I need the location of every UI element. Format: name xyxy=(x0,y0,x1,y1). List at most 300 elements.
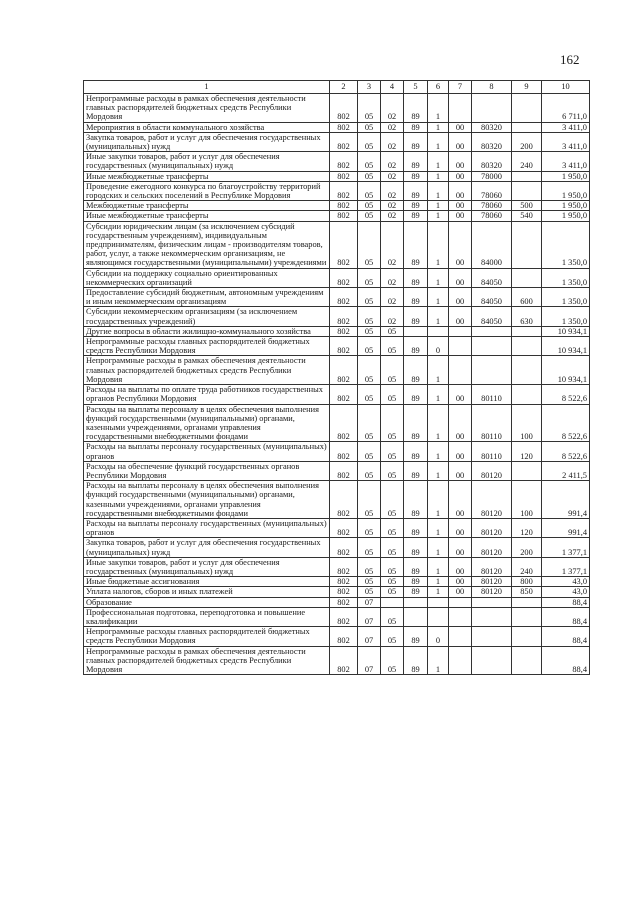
row-code xyxy=(512,122,542,132)
table-row xyxy=(84,461,590,480)
row-code: 89 xyxy=(404,518,428,537)
row-code: 05 xyxy=(358,211,381,221)
table-row xyxy=(84,518,590,537)
table-row xyxy=(84,181,590,200)
row-code: 89 xyxy=(404,442,428,461)
row-code: 802 xyxy=(330,538,358,557)
row-code: 89 xyxy=(404,481,428,519)
row-description: Закупка товаров, работ и услуг для обеспечения государственных (муниципальных) нужд xyxy=(84,132,330,151)
row-code: 802 xyxy=(330,288,358,307)
row-code: 802 xyxy=(330,587,358,597)
row-description: Расходы на выплаты персоналу в целях обеспечения выполнения функций государственными (муниципальными) органами, казенными учреждениями, органами управления государственными внебюджетными фондами xyxy=(84,404,330,442)
row-code: 00 xyxy=(449,268,472,287)
table-row xyxy=(84,201,590,211)
table-row xyxy=(84,385,590,404)
row-code: 05 xyxy=(381,356,404,385)
row-code: 802 xyxy=(330,607,358,626)
table-row xyxy=(84,211,590,221)
row-code: 00 xyxy=(449,577,472,587)
row-code xyxy=(428,597,449,607)
row-code: 802 xyxy=(330,597,358,607)
row-amount: 1 350,0 xyxy=(542,221,590,268)
row-code: 1 xyxy=(428,577,449,587)
row-code: 802 xyxy=(330,122,358,132)
row-code xyxy=(428,326,449,336)
table-row xyxy=(84,607,590,626)
table-row xyxy=(84,307,590,326)
row-code: 802 xyxy=(330,442,358,461)
row-code xyxy=(512,646,542,675)
row-code xyxy=(428,607,449,626)
row-code: 05 xyxy=(358,385,381,404)
row-code: 00 xyxy=(449,288,472,307)
table-row xyxy=(84,221,590,268)
row-code: 100 xyxy=(512,404,542,442)
row-code: 78060 xyxy=(472,211,512,221)
row-code: 1 xyxy=(428,307,449,326)
row-code: 80320 xyxy=(472,132,512,151)
table-row xyxy=(84,132,590,151)
column-header: 7 xyxy=(449,81,472,94)
row-code: 05 xyxy=(358,152,381,171)
row-code xyxy=(381,597,404,607)
row-code: 05 xyxy=(381,385,404,404)
row-amount: 1 377,1 xyxy=(542,538,590,557)
row-code xyxy=(512,171,542,181)
row-amount: 43,0 xyxy=(542,577,590,587)
row-code: 1 xyxy=(428,122,449,132)
row-code: 05 xyxy=(381,481,404,519)
row-amount: 991,4 xyxy=(542,518,590,537)
row-code: 200 xyxy=(512,538,542,557)
row-description: Иные межбюджетные трансферты xyxy=(84,211,330,221)
row-amount: 88,4 xyxy=(542,597,590,607)
table-row xyxy=(84,627,590,646)
row-code: 802 xyxy=(330,356,358,385)
row-description: Закупка товаров, работ и услуг для обеспечения государственных (муниципальных) нужд xyxy=(84,538,330,557)
row-code: 802 xyxy=(330,307,358,326)
row-code: 05 xyxy=(358,94,381,123)
row-code xyxy=(449,627,472,646)
row-code xyxy=(449,337,472,356)
row-amount: 991,4 xyxy=(542,481,590,519)
row-code xyxy=(512,181,542,200)
row-amount: 3 411,0 xyxy=(542,152,590,171)
table-row xyxy=(84,171,590,181)
row-code: 00 xyxy=(449,587,472,597)
row-code: 05 xyxy=(358,181,381,200)
table-row xyxy=(84,404,590,442)
row-code: 800 xyxy=(512,577,542,587)
row-code: 78060 xyxy=(472,181,512,200)
row-description: Иные закупки товаров, работ и услуг для обеспечения государственных (муниципальных) нужд xyxy=(84,152,330,171)
row-code xyxy=(449,356,472,385)
row-amount: 1 950,0 xyxy=(542,171,590,181)
row-code: 00 xyxy=(449,404,472,442)
row-code: 89 xyxy=(404,94,428,123)
row-code: 89 xyxy=(404,181,428,200)
table-row xyxy=(84,152,590,171)
row-code: 600 xyxy=(512,288,542,307)
table-row xyxy=(84,646,590,675)
row-code: 1 xyxy=(428,385,449,404)
row-description: Иные межбюджетные трансферты xyxy=(84,171,330,181)
column-header: 6 xyxy=(428,81,449,94)
row-code: 89 xyxy=(404,122,428,132)
row-description: Расходы на выплаты по оплате труда работников государственных органов Республики Мордовия xyxy=(84,385,330,404)
row-code: 05 xyxy=(358,268,381,287)
row-code: 05 xyxy=(358,337,381,356)
row-code: 05 xyxy=(381,627,404,646)
row-description: Иные закупки товаров, работ и услуг для обеспечения государственных (муниципальных) нужд xyxy=(84,557,330,576)
row-description: Непрограммные расходы в рамках обеспечения деятельности главных распорядителей бюджетных средств Республики Мордовия xyxy=(84,356,330,385)
row-code: 05 xyxy=(381,577,404,587)
table-row xyxy=(84,587,590,597)
budget-table xyxy=(83,80,590,675)
table-row xyxy=(84,356,590,385)
row-code: 120 xyxy=(512,442,542,461)
row-code: 1 xyxy=(428,132,449,151)
row-code xyxy=(472,337,512,356)
row-code: 05 xyxy=(381,646,404,675)
row-code: 78000 xyxy=(472,171,512,181)
row-code: 120 xyxy=(512,518,542,537)
row-code: 05 xyxy=(358,538,381,557)
row-code: 05 xyxy=(358,461,381,480)
row-code: 89 xyxy=(404,627,428,646)
row-code: 07 xyxy=(358,597,381,607)
table-row xyxy=(84,326,590,336)
row-code: 02 xyxy=(381,221,404,268)
row-code: 05 xyxy=(358,122,381,132)
row-code: 05 xyxy=(358,577,381,587)
row-amount: 1 377,1 xyxy=(542,557,590,576)
row-code: 89 xyxy=(404,385,428,404)
row-code: 89 xyxy=(404,288,428,307)
row-code: 02 xyxy=(381,132,404,151)
row-code xyxy=(472,597,512,607)
row-code: 05 xyxy=(381,461,404,480)
row-code: 89 xyxy=(404,646,428,675)
row-code xyxy=(512,461,542,480)
row-code: 80120 xyxy=(472,461,512,480)
row-description: Расходы на выплаты персоналу государственных (муниципальных) органов xyxy=(84,442,330,461)
row-code: 89 xyxy=(404,337,428,356)
row-description: Расходы на выплаты персоналу государственных (муниципальных) органов xyxy=(84,518,330,537)
row-code: 1 xyxy=(428,587,449,597)
row-description: Профессиональная подготовка, переподготовка и повышение квалификации xyxy=(84,607,330,626)
row-amount: 88,4 xyxy=(542,627,590,646)
row-amount: 10 934,1 xyxy=(542,337,590,356)
column-header: 1 xyxy=(84,81,330,94)
row-code: 80120 xyxy=(472,587,512,597)
row-code: 1 xyxy=(428,404,449,442)
row-code xyxy=(512,597,542,607)
row-code: 89 xyxy=(404,211,428,221)
row-code: 05 xyxy=(381,557,404,576)
row-code: 00 xyxy=(449,481,472,519)
row-code: 80110 xyxy=(472,385,512,404)
row-code: 05 xyxy=(381,326,404,336)
row-code: 05 xyxy=(358,132,381,151)
row-code xyxy=(512,337,542,356)
row-code: 84050 xyxy=(472,288,512,307)
row-amount: 8 522,6 xyxy=(542,442,590,461)
row-description: Образование xyxy=(84,597,330,607)
row-code: 78060 xyxy=(472,201,512,211)
row-amount: 1 350,0 xyxy=(542,268,590,287)
row-code: 02 xyxy=(381,268,404,287)
row-description: Другие вопросы в области жилищно-коммунального хозяйства xyxy=(84,326,330,336)
row-code: 100 xyxy=(512,481,542,519)
table-header-row xyxy=(84,81,590,94)
row-code: 802 xyxy=(330,181,358,200)
row-code: 84000 xyxy=(472,221,512,268)
row-code xyxy=(472,94,512,123)
row-code: 05 xyxy=(381,607,404,626)
row-description: Непрограммные расходы главных распорядителей бюджетных средств Республики Мордовия xyxy=(84,627,330,646)
row-code: 802 xyxy=(330,518,358,537)
row-code: 89 xyxy=(404,201,428,211)
row-amount: 1 350,0 xyxy=(542,307,590,326)
row-code: 05 xyxy=(358,518,381,537)
row-code: 630 xyxy=(512,307,542,326)
row-code: 802 xyxy=(330,385,358,404)
row-code: 00 xyxy=(449,171,472,181)
row-code xyxy=(404,607,428,626)
row-code: 802 xyxy=(330,221,358,268)
row-code: 1 xyxy=(428,268,449,287)
row-code: 80320 xyxy=(472,122,512,132)
row-code: 80120 xyxy=(472,481,512,519)
row-code: 02 xyxy=(381,211,404,221)
row-code: 00 xyxy=(449,307,472,326)
row-code: 02 xyxy=(381,171,404,181)
row-amount: 8 522,6 xyxy=(542,404,590,442)
row-code xyxy=(512,627,542,646)
row-amount: 2 411,5 xyxy=(542,461,590,480)
row-code: 00 xyxy=(449,461,472,480)
row-code: 05 xyxy=(358,171,381,181)
table-row xyxy=(84,557,590,576)
row-code: 05 xyxy=(358,288,381,307)
row-code: 05 xyxy=(381,518,404,537)
table-row xyxy=(84,268,590,287)
row-code: 05 xyxy=(358,356,381,385)
row-code: 1 xyxy=(428,211,449,221)
column-header: 3 xyxy=(358,81,381,94)
row-description: Непрограммные расходы в рамках обеспечения деятельности главных распорядителей бюджетных средств Республики Мордовия xyxy=(84,646,330,675)
row-code xyxy=(512,607,542,626)
row-code: 05 xyxy=(358,587,381,597)
row-description: Расходы на обеспечение функций государственных органов Республики Мордовия xyxy=(84,461,330,480)
row-code: 00 xyxy=(449,152,472,171)
row-code xyxy=(404,326,428,336)
row-code: 80110 xyxy=(472,404,512,442)
row-code: 02 xyxy=(381,94,404,123)
row-code: 1 xyxy=(428,201,449,211)
row-amount: 3 411,0 xyxy=(542,122,590,132)
row-code: 07 xyxy=(358,627,381,646)
row-code: 80120 xyxy=(472,557,512,576)
row-code xyxy=(512,356,542,385)
row-description: Межбюджетные трансферты xyxy=(84,201,330,211)
row-code: 802 xyxy=(330,152,358,171)
row-code: 802 xyxy=(330,132,358,151)
row-code: 00 xyxy=(449,385,472,404)
row-code: 05 xyxy=(381,442,404,461)
row-code: 84050 xyxy=(472,268,512,287)
row-code: 00 xyxy=(449,442,472,461)
row-code: 802 xyxy=(330,268,358,287)
row-code xyxy=(449,646,472,675)
row-code: 1 xyxy=(428,288,449,307)
row-amount: 8 522,6 xyxy=(542,385,590,404)
row-amount: 3 411,0 xyxy=(542,132,590,151)
row-code: 05 xyxy=(381,538,404,557)
row-code: 89 xyxy=(404,356,428,385)
row-code: 802 xyxy=(330,646,358,675)
row-code: 89 xyxy=(404,557,428,576)
column-header: 10 xyxy=(542,81,590,94)
row-code: 00 xyxy=(449,557,472,576)
table-row xyxy=(84,288,590,307)
row-code: 500 xyxy=(512,201,542,211)
row-code: 240 xyxy=(512,557,542,576)
row-code: 1 xyxy=(428,461,449,480)
row-code: 89 xyxy=(404,404,428,442)
row-code: 05 xyxy=(358,481,381,519)
row-code: 1 xyxy=(428,356,449,385)
column-header: 8 xyxy=(472,81,512,94)
row-amount: 88,4 xyxy=(542,646,590,675)
row-code xyxy=(472,627,512,646)
row-code: 1 xyxy=(428,481,449,519)
row-description: Уплата налогов, сборов и иных платежей xyxy=(84,587,330,597)
row-code: 05 xyxy=(358,221,381,268)
row-code: 1 xyxy=(428,152,449,171)
row-description: Субсидии некоммерческим организациям (за исключением государственных учреждений) xyxy=(84,307,330,326)
row-amount: 1 950,0 xyxy=(542,201,590,211)
row-code xyxy=(512,326,542,336)
table-row xyxy=(84,597,590,607)
row-code xyxy=(404,597,428,607)
row-code xyxy=(472,326,512,336)
row-code: 02 xyxy=(381,122,404,132)
row-code: 0 xyxy=(428,627,449,646)
table-row xyxy=(84,481,590,519)
row-code: 89 xyxy=(404,587,428,597)
row-description: Предоставление субсидий бюджетным, автономным учреждениям и иным некоммерческим организациям xyxy=(84,288,330,307)
row-code: 80120 xyxy=(472,577,512,587)
row-code: 802 xyxy=(330,94,358,123)
row-code: 802 xyxy=(330,201,358,211)
row-code xyxy=(512,268,542,287)
row-code: 05 xyxy=(358,326,381,336)
row-description: Субсидии на поддержку социально ориентированных некоммерческих организаций xyxy=(84,268,330,287)
table-row xyxy=(84,577,590,587)
row-code xyxy=(512,221,542,268)
row-code: 802 xyxy=(330,577,358,587)
row-code xyxy=(449,94,472,123)
row-code: 00 xyxy=(449,201,472,211)
row-code: 80110 xyxy=(472,442,512,461)
row-code: 89 xyxy=(404,221,428,268)
row-code: 05 xyxy=(381,404,404,442)
row-code: 05 xyxy=(358,557,381,576)
row-code: 89 xyxy=(404,268,428,287)
row-code: 850 xyxy=(512,587,542,597)
row-code: 02 xyxy=(381,152,404,171)
row-description: Иные бюджетные ассигнования xyxy=(84,577,330,587)
row-code: 89 xyxy=(404,577,428,587)
row-code xyxy=(449,326,472,336)
row-code: 02 xyxy=(381,288,404,307)
row-description: Расходы на выплаты персоналу в целях обеспечения выполнения функций государственными (муниципальными) органами, казенными учреждениями, органами управления государственными внебюджетными фондами xyxy=(84,481,330,519)
row-amount: 88,4 xyxy=(542,607,590,626)
table-row xyxy=(84,538,590,557)
row-code: 1 xyxy=(428,221,449,268)
row-code xyxy=(512,94,542,123)
row-code xyxy=(472,607,512,626)
column-header: 2 xyxy=(330,81,358,94)
row-code: 89 xyxy=(404,307,428,326)
row-code: 1 xyxy=(428,646,449,675)
row-code: 802 xyxy=(330,557,358,576)
row-code: 1 xyxy=(428,557,449,576)
row-code: 540 xyxy=(512,211,542,221)
row-description: Непрограммные расходы главных распорядителей бюджетных средств Республики Мордовия xyxy=(84,337,330,356)
row-code: 89 xyxy=(404,461,428,480)
row-code: 200 xyxy=(512,132,542,151)
row-code: 05 xyxy=(358,404,381,442)
row-code: 802 xyxy=(330,337,358,356)
row-description: Мероприятия в области коммунального хозяйства xyxy=(84,122,330,132)
row-description: Субсидии юридическим лицам (за исключением субсидий государственным учреждениям), индивидуальным предпринимателям, физическим лицам - производителям товаров, работ, услуг, а также некоммерческим организациям, не являющимся государственными (муниципальными) учреждениями xyxy=(84,221,330,268)
row-code: 1 xyxy=(428,181,449,200)
column-header: 9 xyxy=(512,81,542,94)
row-code: 1 xyxy=(428,538,449,557)
row-code: 07 xyxy=(358,607,381,626)
row-code: 00 xyxy=(449,181,472,200)
row-code: 07 xyxy=(358,646,381,675)
row-code: 1 xyxy=(428,94,449,123)
row-code: 802 xyxy=(330,481,358,519)
row-code: 02 xyxy=(381,201,404,211)
row-code: 802 xyxy=(330,171,358,181)
row-code: 802 xyxy=(330,461,358,480)
row-amount: 43,0 xyxy=(542,587,590,597)
table-row xyxy=(84,442,590,461)
row-code: 00 xyxy=(449,221,472,268)
row-code: 00 xyxy=(449,211,472,221)
row-amount: 10 934,1 xyxy=(542,326,590,336)
row-code: 05 xyxy=(358,307,381,326)
row-code: 80120 xyxy=(472,538,512,557)
row-amount: 1 350,0 xyxy=(542,288,590,307)
row-code xyxy=(449,597,472,607)
row-code: 1 xyxy=(428,518,449,537)
row-code: 05 xyxy=(358,201,381,211)
row-amount: 1 950,0 xyxy=(542,211,590,221)
column-header: 4 xyxy=(381,81,404,94)
row-amount: 1 950,0 xyxy=(542,181,590,200)
row-code xyxy=(512,385,542,404)
row-code: 05 xyxy=(381,587,404,597)
table-row xyxy=(84,94,590,123)
row-code: 00 xyxy=(449,132,472,151)
row-code: 00 xyxy=(449,122,472,132)
